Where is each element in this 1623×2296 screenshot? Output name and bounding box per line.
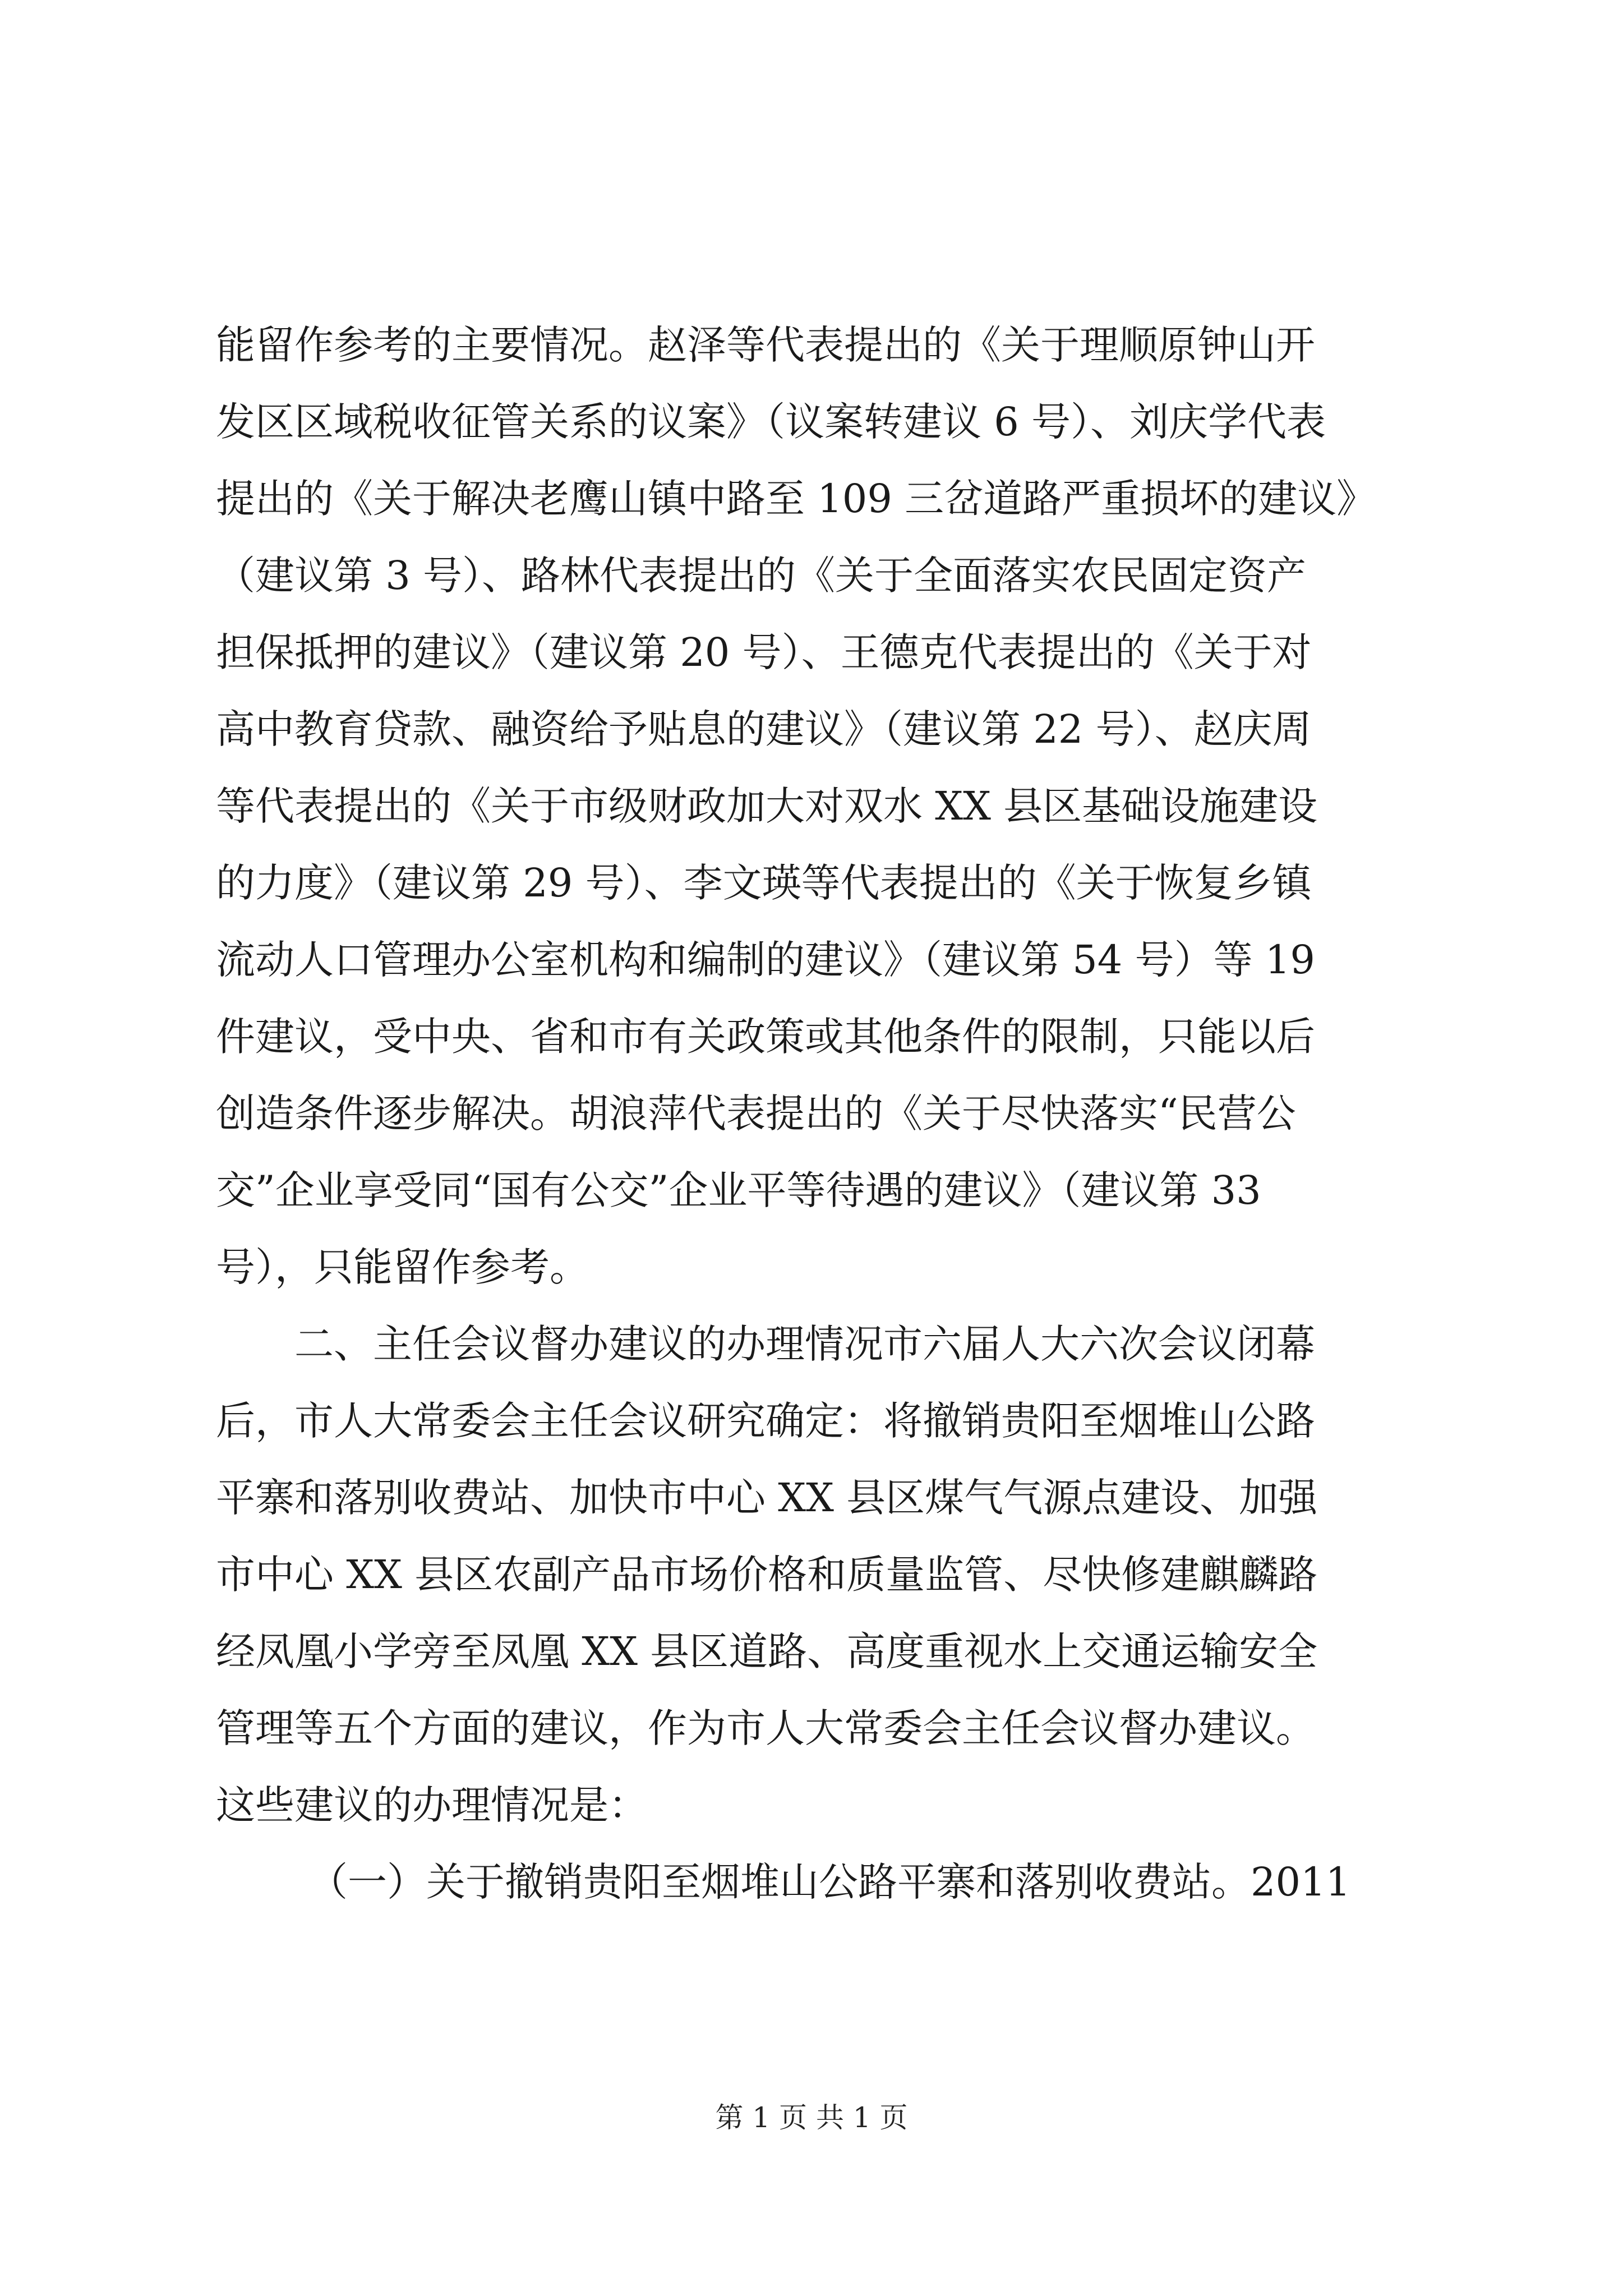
text-line: 市中心 XX 县区农副产品市场价格和质量监管、尽快修建麒麟路 <box>216 1552 1318 1598</box>
text-line: 担保抵押的建议》（建议第 20 号）、王德克代表提出的《关于对 <box>216 629 1312 675</box>
text-line: 提出的《关于解决老鹰山镇中路至 109 三岔道路严重损坏的建议》 <box>216 476 1376 522</box>
text-line: （建议第 3 号）、路林代表提出的《关于全面落实农民固定资产 <box>216 553 1307 599</box>
text-line: 发区区域税收征管关系的议案》（议案转建议 6 号）、刘庆学代表 <box>216 399 1326 445</box>
text-line: 后，市人大常委会主任会议研究确定：将撤销贵阳至烟堆山公路 <box>216 1398 1315 1444</box>
text-line: 经凤凰小学旁至凤凰 XX 县区道路、高度重视水上交通运输安全 <box>216 1628 1318 1674</box>
text-line: 等代表提出的《关于市级财政加大对双水 XX 县区基础设施建设 <box>216 783 1318 829</box>
text-line: 的力度》（建议第 29 号）、李文瑛等代表提出的《关于恢复乡镇 <box>216 860 1312 906</box>
text-line: 平寨和落别收费站、加快市中心 XX 县区煤气气源点建设、加强 <box>216 1475 1318 1521</box>
text-line: 交”企业享受同“国有公交”企业平等待遇的建议》（建议第 33 <box>216 1167 1261 1213</box>
text-line: 能留作参考的主要情况。赵泽等代表提出的《关于理顺原钟山开 <box>216 322 1315 368</box>
text-line: 创造条件逐步解决。胡浪萍代表提出的《关于尽快落实“民营公 <box>216 1091 1296 1137</box>
paragraph-start-line: （一）关于撤销贵阳至烟堆山公路平寨和落别收费站。2011 <box>308 1859 1351 1905</box>
text-line: 件建议，受中央、省和市有关政策或其他条件的限制，只能以后 <box>216 1014 1315 1060</box>
text-line: 号），只能留作参考。 <box>216 1244 589 1290</box>
paragraph-start-line: 二、主任会议督办建议的办理情况市六届人大六次会议闭幕 <box>294 1321 1315 1367</box>
text-line: 流动人口管理办公室机构和编制的建议》（建议第 54 号）等 19 <box>216 937 1315 983</box>
page-footer: 第 1 页 共 1 页 <box>715 2101 908 2134</box>
text-line: 管理等五个方面的建议，作为市人大常委会主任会议督办建议。 <box>216 1705 1315 1751</box>
text-line: 这些建议的办理情况是： <box>216 1782 648 1828</box>
text-line: 高中教育贷款、融资给予贴息的建议》（建议第 22 号）、赵庆周 <box>216 706 1312 752</box>
